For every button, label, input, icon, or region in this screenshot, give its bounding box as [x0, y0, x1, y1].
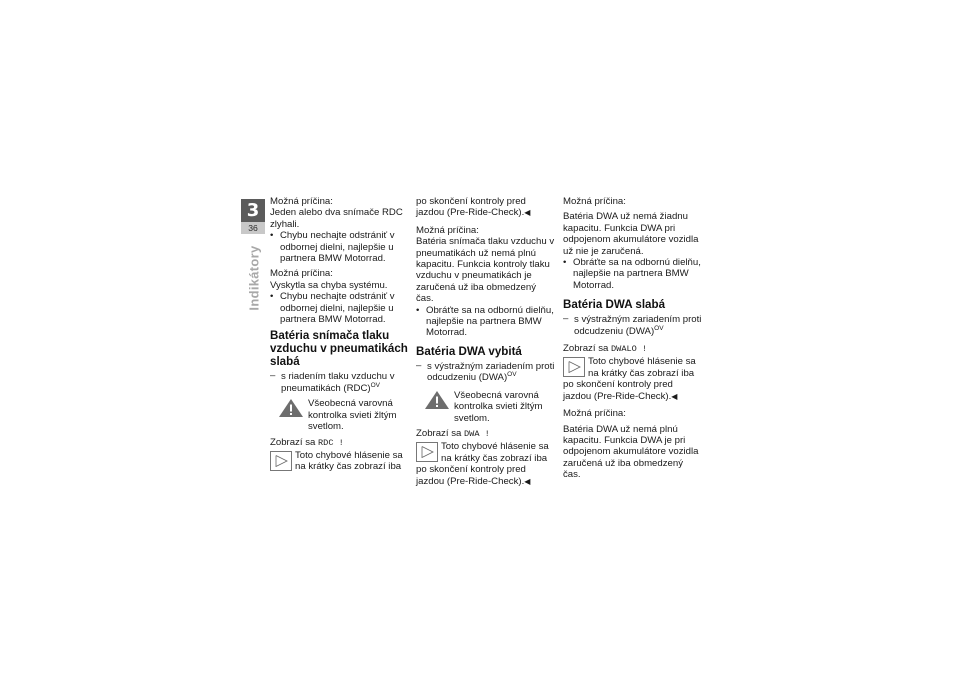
warning-text: Všeobecná varovná kontrolka svieti žltým svetlom.	[308, 398, 397, 433]
bullet-item	[270, 230, 410, 264]
warning-notice	[270, 398, 410, 432]
info-triangle-icon	[563, 357, 585, 377]
dash-item	[563, 314, 703, 337]
cause-label: Možná príčina:	[270, 196, 333, 207]
display-line	[270, 437, 410, 449]
info-text-after-content: po skončení kontroly pred jazdou (Pre-Ride-Check).	[563, 379, 673, 402]
dash-item	[416, 361, 556, 384]
bullet-text: Chybu nechajte odstrániť v odbornej dielni, najlepšie u partnera BMW Motorrad.	[280, 291, 395, 326]
info-text-line: na krátky čas zobrazí iba	[588, 367, 695, 379]
info-text-line: Toto chybové hlásenie sa	[295, 449, 403, 461]
dash-marker: –	[416, 359, 422, 371]
column-1	[270, 196, 410, 473]
dash-text: s výstražným zariadením proti odcudzeniu (DWA)	[574, 314, 702, 337]
warning-triangle-icon	[278, 398, 304, 418]
cause-label: Možná príčina:	[563, 408, 626, 420]
bullet-text: Obráťte sa na odbornú dielňu, najlepšie na partnera BMW Motorrad.	[573, 257, 701, 291]
dash-item	[270, 371, 410, 394]
end-marker-icon: ◀	[671, 391, 678, 401]
warning-text: Všeobecná varovná kontrolka svieti žltým svetlom.	[454, 389, 543, 424]
display-label: Zobrazí sa	[563, 343, 609, 355]
bullet-item	[416, 305, 556, 339]
info-triangle-icon	[270, 451, 292, 471]
cause-text: Batéria DWA už nemá plnú kapacitu. Funkcia DWA je pri odpojenom akumulátore vozidla zaručená už iba obmedzený čas.	[563, 423, 699, 481]
cause-text: Jeden alebo dva snímače RDC zlyhali.	[270, 207, 403, 230]
display-code: DWA !	[464, 428, 490, 439]
dash-marker: –	[270, 370, 276, 382]
chapter-badge	[241, 199, 265, 234]
bullet-marker: •	[416, 304, 420, 316]
display-code: RDC !	[318, 437, 344, 448]
section-heading: Batéria DWA vybitá	[416, 344, 522, 358]
warning-triangle-icon	[424, 390, 450, 410]
display-line	[563, 343, 703, 355]
bullet-text: Obráťte sa na odbornú dielňu, najlepšie na partnera BMW Motorrad.	[426, 304, 554, 339]
end-marker-icon: ◀	[524, 208, 531, 218]
display-label: Zobrazí sa	[416, 427, 462, 439]
column-2	[416, 196, 556, 487]
info-text-line: na krátky čas zobrazí iba	[441, 452, 548, 464]
cause-label: Možná príčina:	[270, 268, 333, 280]
info-text-line: Toto chybové hlásenie sa	[441, 441, 549, 453]
page-number: 36	[241, 222, 265, 234]
continued-text	[416, 196, 556, 219]
dash-marker: –	[563, 313, 569, 325]
column-3	[563, 196, 703, 481]
bullet-marker: •	[270, 230, 274, 242]
chapter-number: 3	[241, 199, 265, 222]
continued-text-content: po skončení kontroly pred jazdou (Pre-Ride-Check).	[416, 196, 526, 219]
chapter-title-text: Indikátory	[246, 245, 262, 311]
info-text-line: na krátky čas zobrazí iba	[295, 461, 402, 473]
option-superscript: OV	[370, 381, 380, 389]
cause-label: Možná príčina:	[416, 224, 479, 236]
cause-text: Batéria DWA už nemá žiadnu kapacitu. Funkcia DWA pri odpojenom akumulátore vozidla už nie je zaručená.	[563, 211, 699, 257]
info-notice	[270, 450, 410, 473]
bullet-item	[270, 291, 410, 325]
info-text-after	[563, 379, 703, 402]
section-heading: Batéria snímača tlaku vzduchu v pneumatikách slabá	[270, 329, 408, 369]
bullet-item	[563, 257, 703, 291]
display-line	[416, 428, 556, 440]
option-superscript: OV	[654, 324, 664, 332]
cause-label: Možná príčina:	[563, 196, 626, 207]
cause-text: Vyskytla sa chyba systému.	[270, 279, 388, 291]
option-superscript: OV	[507, 371, 517, 379]
info-text-after-content: po skončení kontroly pred jazdou (Pre-Ride-Check).	[416, 464, 526, 487]
info-text-after	[416, 464, 556, 487]
end-marker-icon: ◀	[524, 476, 531, 486]
bullet-text: Chybu nechajte odstrániť v odbornej dielni, najlepšie u partnera BMW Motorrad.	[280, 230, 395, 265]
warning-notice	[416, 390, 556, 424]
info-notice	[416, 441, 556, 487]
display-label: Zobrazí sa	[270, 436, 316, 448]
info-text-line: Toto chybové hlásenie sa	[588, 356, 696, 368]
bullet-marker: •	[563, 257, 567, 269]
info-triangle-icon	[416, 442, 438, 462]
bullet-marker: •	[270, 291, 274, 303]
cause-text: Batéria snímača tlaku vzduchu v pneumatikách už nemá plnú kapacitu. Funkcia kontroly tlaku vzduchu v pneumatikách je zaručená už iba obmedzený čas.	[416, 236, 555, 305]
display-code: DWALO !	[611, 344, 648, 355]
info-notice	[563, 356, 703, 402]
section-heading: Batéria DWA slabá	[563, 298, 666, 312]
dash-text: s riadením tlaku vzduchu v pneumatikách (RDC)	[281, 371, 395, 394]
dash-text: s výstražným zariadením proti odcudzeniu (DWA)	[427, 360, 555, 384]
